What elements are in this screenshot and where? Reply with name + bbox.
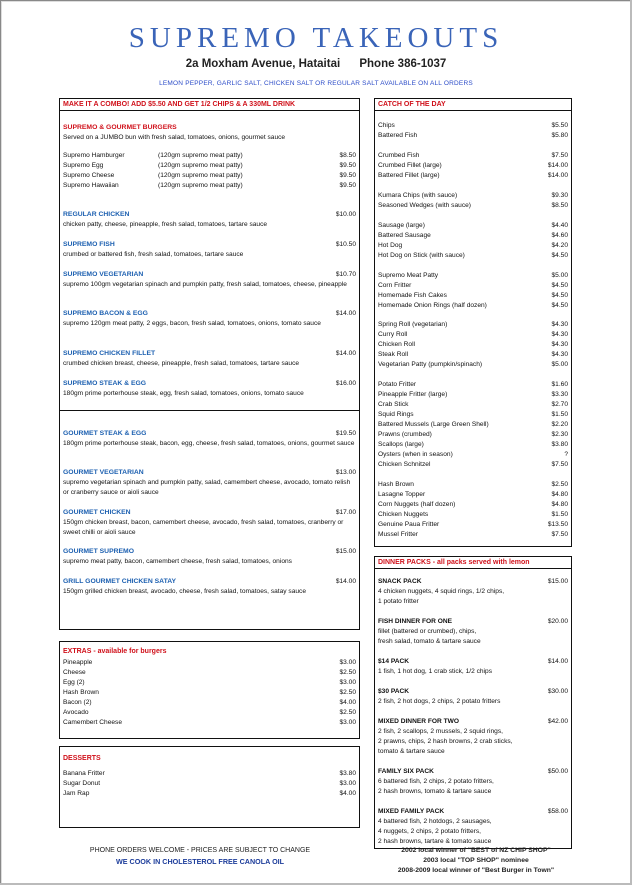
phone: Phone 386-1037 [359, 58, 447, 70]
item-name: Chicken Schnitzel [378, 461, 431, 468]
item-name: Avocado [63, 709, 89, 716]
item-price: $9.30 [551, 192, 568, 199]
section-title: REGULAR CHICKEN [63, 211, 130, 218]
item-name: Egg (2) [63, 679, 85, 686]
catch-row [378, 201, 568, 211]
item-name: Potato Fritter [378, 381, 417, 388]
item-price: $4.50 [551, 302, 568, 309]
item-price: $14.00 [547, 162, 568, 169]
item-name: Pineapple Fritter (large) [378, 391, 448, 398]
section-price: $16.00 [335, 380, 356, 387]
pack-name: $30 PACK [378, 688, 410, 695]
pack-title-row [378, 657, 568, 667]
pack-line: 2 prawns, chips, 2 hash browns, 2 crab sticks, [378, 738, 513, 745]
item-detail: (120gm supremo meat patty) [158, 162, 243, 169]
item-name: Crab Stick [378, 401, 409, 408]
section-desc: crumbed chicken breast, cheese, pineapple, fresh salad, tomatoes, tartare sauce [63, 360, 300, 367]
section-price: $14.00 [335, 350, 356, 357]
extra-row [63, 658, 356, 668]
pack-name: SNACK PACK [378, 578, 422, 585]
pack-price: $50.00 [547, 768, 568, 775]
section-desc: Served on a JUMBO bun with fresh salad, tomatoes, onions, gourmet sauce [63, 134, 286, 141]
supremo-item-row [63, 171, 356, 181]
item-name: Crumbed Fillet (large) [378, 162, 442, 169]
burger-section [63, 270, 356, 290]
burgers-box [59, 98, 360, 630]
dinner-pack [378, 577, 568, 607]
item-price: $3.80 [339, 770, 356, 777]
burger-section [63, 240, 356, 260]
item-name: Corn Nuggets (half dozen) [378, 501, 456, 508]
section-price: $13.00 [335, 469, 356, 476]
catch-row [378, 390, 568, 400]
extra-row [63, 698, 356, 708]
item-name: Supremo Cheese [63, 172, 115, 179]
page-title: SUPREMO TAKEOUTS [128, 22, 504, 54]
section-desc: 180gm prime porterhouse steak, egg, fresh salad, tomatoes, onions, tomato sauce [63, 390, 304, 397]
item-name: Steak Roll [378, 351, 409, 358]
item-name: Camembert Cheese [63, 719, 123, 726]
item-price: $3.00 [339, 719, 356, 726]
extra-row [63, 718, 356, 728]
item-price: ? [564, 451, 568, 458]
item-price: $9.50 [339, 172, 356, 179]
section-title-row [63, 547, 356, 557]
pack-title-row [378, 687, 568, 697]
catch-row [378, 520, 568, 530]
pack-line: 1 fish, 1 hot dog, 1 crab stick, 1/2 chips [378, 668, 492, 675]
item-price: $4.40 [551, 222, 568, 229]
item-price: $2.50 [339, 669, 356, 676]
item-price: $4.00 [339, 790, 356, 797]
catch-row [378, 360, 568, 370]
item-name: Curry Roll [378, 331, 408, 338]
pack-line: 6 battered fish, 2 chips, 2 potato fritters, [378, 778, 494, 785]
section-desc: supremo meat patty, bacon, camembert cheese, fresh salad, tomatoes, onions [63, 558, 292, 565]
section-desc: supremo vegetarian spinach and pumpkin patty, salad, camembert cheese, avocado, tomato relish or cranberry sauce or aioli sauce [63, 479, 351, 496]
item-price: $5.00 [551, 361, 568, 368]
item-price: $4.80 [551, 491, 568, 498]
catch-row [378, 420, 568, 430]
burger-section [63, 210, 356, 230]
item-price: $1.50 [551, 411, 568, 418]
footer-oil: WE COOK IN CHOLESTEROL FREE CANOLA OIL [115, 857, 285, 866]
catch-row [378, 191, 568, 201]
award-2: 2003 local "TOP SHOP" nominee [423, 857, 529, 864]
item-price: $4.50 [551, 252, 568, 259]
supremo-burgers-section [63, 123, 356, 191]
desserts-box [59, 746, 360, 828]
pack-line: tomato & tartare sauce [378, 748, 445, 755]
catch-row [378, 510, 568, 520]
catch-row [378, 500, 568, 510]
section-price: $17.00 [335, 509, 356, 516]
pack-price: $14.00 [547, 658, 568, 665]
section-desc: 150gm chicken breast, bacon, camembert cheese, avocado, fresh salad, tomatoes, cranberry or sweet chilli or aioli sauce [63, 519, 344, 536]
item-price: $5.00 [551, 272, 568, 279]
extra-row [63, 668, 356, 678]
group-gap [378, 261, 568, 271]
item-name: Pineapple [63, 659, 93, 666]
item-name: Battered Mussels (Large Green Shell) [378, 421, 489, 428]
section-price: $15.00 [335, 548, 356, 555]
catch-row [378, 460, 568, 470]
burger-section [63, 309, 356, 329]
item-name: Banana Fritter [63, 770, 105, 777]
pack-name: MIXED DINNER FOR TWO [378, 718, 459, 725]
item-name: Chips [378, 122, 395, 129]
group-gap [378, 141, 568, 151]
pack-price: $42.00 [547, 718, 568, 725]
item-name: Supremo Egg [63, 162, 104, 169]
item-price: $2.50 [339, 709, 356, 716]
dinner-pack [378, 767, 568, 797]
gourmet-section [63, 429, 356, 449]
item-name: Sausage (large) [378, 222, 425, 229]
extra-row [63, 688, 356, 698]
item-price: $4.30 [551, 321, 568, 328]
item-name: Seasoned Wedges (with sauce) [378, 202, 471, 209]
catch-row [378, 330, 568, 340]
item-name: Supremo Meat Patty [378, 272, 439, 279]
catch-row [378, 440, 568, 450]
item-price: $1.50 [551, 511, 568, 518]
catch-row [378, 131, 568, 141]
catch-row [378, 430, 568, 440]
gourmet-section [63, 577, 356, 597]
spacer [63, 143, 356, 151]
catch-row [378, 480, 568, 490]
section-title-row [63, 349, 356, 359]
salt-note: LEMON PEPPER, GARLIC SALT, CHICKEN SALT OR REGULAR SALT AVAILABLE ON ALL ORDERS [159, 80, 473, 87]
section-desc: 150gm grilled chicken breast, avocado, cheese, fresh salad, tomatoes, satay sauce [63, 588, 307, 595]
section-title: GOURMET VEGETARIAN [63, 469, 144, 476]
section-price: $10.50 [335, 241, 356, 248]
pack-name: FISH DINNER FOR ONE [378, 618, 452, 625]
combo-header: MAKE IT A COMBO! ADD $5.50 AND GET 1/2 CHIPS & A 330ML DRINK [60, 99, 359, 111]
section-price: $19.50 [335, 430, 356, 437]
section-title-row [63, 429, 356, 439]
group-gap [378, 470, 568, 480]
desserts-header: DESSERTS [63, 755, 101, 762]
pack-line: 2 fish, 2 hot dogs, 2 chips, 2 potato fritters [378, 698, 501, 705]
item-name: Corn Fritter [378, 282, 412, 289]
catch-row [378, 161, 568, 171]
dinner-pack [378, 657, 568, 677]
item-price: $2.70 [551, 401, 568, 408]
address: 2a Moxham Avenue, Hataitai [185, 58, 341, 70]
section-title-row [63, 240, 356, 250]
item-name: Mussel Fritter [378, 531, 418, 538]
catch-row [378, 450, 568, 460]
catch-row [378, 320, 568, 330]
item-detail: (120gm supremo meat patty) [158, 152, 243, 159]
item-name: Scallops (large) [378, 441, 424, 448]
item-name: Battered Fillet (large) [378, 172, 440, 179]
catch-row [378, 121, 568, 131]
catch-row [378, 171, 568, 181]
section-title-row [63, 210, 356, 220]
item-price: $1.60 [551, 381, 568, 388]
supremo-item-row [63, 161, 356, 171]
catch-row [378, 530, 568, 540]
item-name: Homemade Onion Rings (half dozen) [378, 302, 487, 309]
item-price: $4.30 [551, 331, 568, 338]
item-name: Cheese [63, 669, 86, 676]
section-title: GOURMET SUPREMO [63, 548, 134, 555]
pack-line: 2 hash browns, tomato & tartare sauce [378, 788, 492, 795]
section-title-row [63, 577, 356, 587]
item-name: Kumara Chips (with sauce) [378, 192, 458, 199]
item-price: $4.20 [551, 242, 568, 249]
gourmet-section [63, 547, 356, 567]
pack-name: $14 PACK [378, 658, 410, 665]
gourmet-divider [60, 410, 359, 411]
section-title: SUPREMO & GOURMET BURGERS [63, 124, 177, 131]
group-gap [378, 370, 568, 380]
item-price: $2.50 [339, 689, 356, 696]
item-price: $4.30 [551, 351, 568, 358]
extras-header: EXTRAS - available for burgers [63, 648, 167, 655]
catch-row [378, 291, 568, 301]
pack-line: 4 battered fish, 2 hotdogs, 2 sausages, [378, 818, 492, 825]
pack-price: $30.00 [547, 688, 568, 695]
item-price: $7.50 [551, 531, 568, 538]
pack-price: $15.00 [547, 578, 568, 585]
section-title-row [63, 468, 356, 478]
item-price: $4.80 [551, 501, 568, 508]
item-price: $3.30 [551, 391, 568, 398]
item-price: $3.00 [339, 780, 356, 787]
item-price: $13.50 [547, 521, 568, 528]
section-title-row [63, 508, 356, 518]
item-price: $3.00 [339, 679, 356, 686]
item-name: Jam Rap [63, 790, 90, 797]
item-name: Hot Dog on Stick (with sauce) [378, 252, 465, 259]
catch-row [378, 490, 568, 500]
catch-row [378, 410, 568, 420]
catch-row [378, 241, 568, 251]
item-price: $7.50 [551, 461, 568, 468]
section-title: SUPREMO BACON & EGG [63, 310, 148, 317]
item-price: $3.80 [551, 441, 568, 448]
extra-row [63, 708, 356, 718]
catch-row [378, 400, 568, 410]
catch-row [378, 151, 568, 161]
group-gap [378, 311, 568, 320]
item-name: Hash Brown [378, 481, 414, 488]
item-name: Lasagne Topper [378, 491, 426, 498]
item-price: $2.20 [551, 421, 568, 428]
item-name: Chicken Nuggets [378, 511, 429, 518]
section-desc: crumbed or battered fish, fresh salad, tomatoes, tartare sauce [63, 251, 244, 258]
section-price: $10.70 [335, 271, 356, 278]
catch-row [378, 231, 568, 241]
pack-title-row [378, 717, 568, 727]
pack-title-row [378, 767, 568, 777]
supremo-item-row [63, 181, 356, 191]
pack-name: FAMILY SIX PACK [378, 768, 434, 775]
item-name: Vegetarian Patty (pumpkin/spinach) [378, 361, 483, 368]
catch-row [378, 380, 568, 390]
section-title: SUPREMO VEGETARIAN [63, 271, 144, 278]
item-name: Squid Rings [378, 411, 414, 418]
pack-title-row [378, 807, 568, 817]
item-price: $8.50 [551, 202, 568, 209]
item-detail: (120gm supremo meat patty) [158, 172, 243, 179]
item-name: Chicken Roll [378, 341, 416, 348]
catch-header: CATCH OF THE DAY [375, 99, 571, 111]
catch-row [378, 281, 568, 291]
item-name: Prawns (crumbed) [378, 431, 432, 438]
catch-row [378, 301, 568, 311]
extra-row [63, 678, 356, 688]
item-name: Bacon (2) [63, 699, 92, 706]
desserts-list [63, 769, 356, 799]
item-price: $2.50 [551, 481, 568, 488]
pack-line: 2 hash browns, tartare & tomato sauce [378, 838, 492, 845]
section-title: GRILL GOURMET CHICKEN SATAY [63, 578, 177, 585]
footer-note: PHONE ORDERS WELCOME - PRICES ARE SUBJECT TO CHANGE [89, 847, 311, 854]
item-name: Genuine Paua Fritter [378, 521, 440, 528]
item-price: $9.50 [339, 162, 356, 169]
dinner-pack [378, 807, 568, 847]
catch-row [378, 251, 568, 261]
item-name: Supremo Hawaiian [63, 182, 119, 189]
item-price: $4.60 [551, 232, 568, 239]
section-title: GOURMET CHICKEN [63, 509, 131, 516]
dinner-pack [378, 617, 568, 647]
section-title-row [63, 309, 356, 319]
item-price: $7.50 [551, 152, 568, 159]
burger-section [63, 379, 356, 399]
catch-row [378, 340, 568, 350]
item-name: Oysters (when in season) [378, 451, 453, 458]
section-desc: 180gm prime porterhouse steak, bacon, egg, cheese, fresh salad, tomatoes, onions, gourmet sauce [63, 440, 355, 447]
item-name: Homemade Fish Cakes [378, 292, 447, 299]
item-price: $2.30 [551, 431, 568, 438]
catch-row [378, 271, 568, 281]
dinner-pack [378, 717, 568, 757]
section-title: SUPREMO FISH [63, 241, 115, 248]
section-desc: supremo 120gm meat patty, 2 eggs, bacon, fresh salad, tomatoes, onions, tomato sauce [63, 320, 321, 327]
item-price: $4.50 [551, 282, 568, 289]
pack-line: 4 nuggets, 2 chips, 2 potato fritters, [378, 828, 481, 835]
address-line [0, 58, 632, 70]
item-price: $5.80 [551, 132, 568, 139]
award-1: 2002 local winner of "BEST of NZ CHIP SHOP" [401, 847, 551, 854]
item-name: Hash Brown [63, 689, 99, 696]
item-price: $3.00 [339, 659, 356, 666]
dinner-list [378, 577, 568, 849]
supremo-item-row [63, 151, 356, 161]
section-price: $10.00 [335, 211, 356, 218]
item-price: $5.50 [551, 122, 568, 129]
item-name: Sugar Donut [63, 780, 101, 787]
pack-name: MIXED FAMILY PACK [378, 808, 445, 815]
catch-box [374, 98, 572, 547]
burger-section [63, 349, 356, 369]
gourmet-section [63, 508, 356, 538]
section-desc: chicken patty, cheese, pineapple, fresh salad, tomatoes, tartare sauce [63, 221, 268, 228]
section-title: SUPREMO STEAK & EGG [63, 380, 147, 387]
item-name: Crumbed Fish [378, 152, 420, 159]
dinner-box [374, 556, 572, 849]
section-title-row [63, 379, 356, 389]
dessert-row [63, 779, 356, 789]
item-detail: (120gm supremo meat patty) [158, 182, 243, 189]
item-price: $4.00 [339, 699, 356, 706]
section-desc: supremo 100gm vegetarian spinach and pumpkin patty, fresh salad, tomatoes, cheese, pineapple [63, 281, 347, 288]
item-price: $4.30 [551, 341, 568, 348]
award-3: 2008-2009 local winner of "Best Burger in Town" [397, 867, 555, 874]
item-name: Hot Dog [378, 242, 403, 249]
catch-row [378, 221, 568, 231]
dinner-header: DINNER PACKS - all packs served with lemon [375, 557, 571, 569]
catch-list [378, 121, 568, 540]
pack-price: $58.00 [547, 808, 568, 815]
item-price: $9.50 [339, 182, 356, 189]
dessert-row [63, 769, 356, 779]
extras-list [63, 658, 356, 728]
item-price: $14.00 [547, 172, 568, 179]
group-gap [378, 181, 568, 191]
section-title: GOURMET STEAK & EGG [63, 430, 147, 437]
section-price: $14.00 [335, 578, 356, 585]
pack-line: 4 chicken nuggets, 4 squid rings, 1/2 chips, [378, 588, 505, 595]
item-price: $8.50 [339, 152, 356, 159]
pack-title-row [378, 577, 568, 587]
item-name: Battered Fish [378, 132, 418, 139]
pack-price: $20.00 [547, 618, 568, 625]
section-title-row [63, 270, 356, 280]
pack-line: fresh salad, tomato & tartare sauce [378, 638, 481, 645]
extras-box [59, 641, 360, 739]
item-name: Battered Sausage [378, 232, 431, 239]
pack-line: 1 potato fritter [378, 598, 419, 605]
pack-line: 2 fish, 2 scallops, 2 mussels, 2 squid rings, [378, 728, 503, 735]
catch-row [378, 350, 568, 360]
item-price: $4.50 [551, 292, 568, 299]
pack-line: fillet (battered or crumbed), chips, [378, 628, 477, 635]
section-price: $14.00 [335, 310, 356, 317]
group-gap [378, 211, 568, 221]
pack-title-row [378, 617, 568, 627]
dessert-row [63, 789, 356, 799]
gourmet-section [63, 468, 356, 498]
dinner-pack [378, 687, 568, 707]
section-title: SUPREMO CHICKEN FILLET [63, 350, 156, 357]
item-name: Spring Roll (vegetarian) [378, 321, 448, 328]
item-name: Supremo Hamburger [63, 152, 125, 159]
